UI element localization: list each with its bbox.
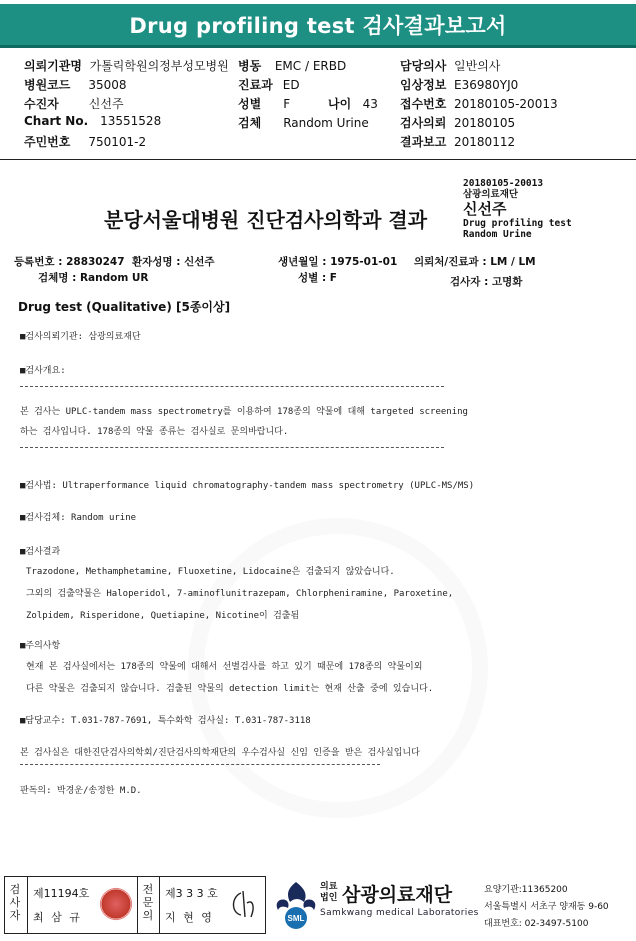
report-line: 판독의: 박경운/송정한 M.D. — [20, 786, 142, 796]
organization-name: 삼광의료재단 — [342, 884, 453, 906]
organization-english-name: Samkwang medical Laboratories — [320, 908, 479, 918]
page-title: Drug profiling test 검사결과보고서 — [129, 14, 507, 38]
header-info — [0, 52, 636, 160]
sml-logo-icon — [274, 880, 318, 930]
header-specimen: 검체 Random Urine — [238, 116, 369, 130]
specialist-label: 전문의 — [142, 883, 154, 922]
examiner-label: 검사자 — [9, 883, 21, 922]
report-line: 하는 검사입니다. 178종의 약물 종류는 검사실로 문의바랍니다. — [20, 427, 289, 437]
report-line: Zolpidem, Risperidone, Quetiapine, Nicotine이 검출됨 — [26, 611, 300, 621]
report-line: 다른 약물은 검출되지 않습니다. 검출된 약물의 detection limit는 현재 산출 중에 있습니다. — [26, 684, 434, 694]
organization-address: 서울특별시 서초구 양재동 9-60 — [484, 902, 609, 912]
org-type-2: 법인 — [320, 893, 338, 903]
report-line: ■검사법: Ultraperformance liquid chromatography-tandem mass spectrometry (UPLC-MS/MS) — [20, 481, 475, 491]
header-resident-no: 주민번호 750101-2 — [24, 135, 147, 149]
report-line: ■검사개요: — [20, 366, 66, 376]
header-clinical-info: 임상정보 E36980YJ0 — [400, 78, 519, 92]
divider — [20, 447, 444, 448]
footer — [0, 876, 636, 938]
report-line: ■담당교수: T.031-787-7691, 특수화학 검사실: T.031-787-3118 — [20, 716, 311, 726]
org-type-1: 의료 — [320, 882, 338, 892]
header-doctor: 담당의사 일반의사 — [400, 59, 501, 73]
report-line: 현재 본 검사실에서는 178종의 약물에 대해서 선별검사를 하고 있기 때문에 178종의 약물이외 — [26, 662, 423, 672]
header-ward: 병동 EMC / ERBD — [238, 59, 347, 73]
header-hospital-code: 병원코드 35008 — [24, 78, 127, 92]
report-line: ■검사의뢰기관: 삼광의료재단 — [20, 332, 141, 342]
divider — [20, 386, 444, 387]
patient-name: 환자성명 : 신선주 — [132, 256, 215, 268]
patient-sex: 성별 : F — [298, 272, 337, 284]
examiner-license: 제11194호 — [33, 887, 90, 900]
report-line: 그외의 검출약물은 Haloperidol, 7-aminoflunitrazepam, Chlorpheniramine, Paroxetine, — [26, 589, 454, 599]
header-age: 나이 43 — [328, 97, 378, 111]
report-line: ■주의사항 — [20, 641, 61, 651]
report-line: ■검사결과 — [20, 547, 61, 557]
sample-label: 20180105-20013 삼광의료재단 신선주 Drug profiling test Random Urine — [463, 178, 572, 240]
examiner-name: 최 삼 규 — [33, 911, 82, 924]
date-of-birth: 생년월일 : 1975-01-01 — [278, 256, 398, 268]
header-patient: 수진자 신선주 — [24, 97, 124, 111]
divider — [20, 764, 380, 765]
header-hospital: 의뢰기관명 가톨릭학원의정부성모병원 — [24, 59, 229, 73]
organization-code: 요양기관:11365200 — [484, 885, 568, 895]
title-bar — [0, 4, 636, 48]
scanned-report — [8, 168, 628, 872]
examiner: 검사자 : 고명화 — [450, 276, 523, 288]
referral-dept: 의뢰처/진료과 : LM / LM — [414, 256, 536, 268]
logo-text: SML — [287, 914, 305, 923]
specialist-name: 지 현 영 — [165, 911, 214, 924]
registration-number: 등록번호 : 28830247 — [14, 256, 125, 268]
signature — [227, 887, 261, 921]
header-accession: 접수번호 20180105-20013 — [400, 97, 558, 111]
specimen-name: 검체명 : Random UR — [38, 272, 149, 284]
report-line: 본 검사실은 대한진단검사의학회/진단검사의학재단의 우수검사실 신임 인증을 받은 검사실입니다 — [20, 748, 420, 758]
header-sex: 성별 F — [238, 97, 291, 111]
organization-phone: 대표번호: 02-3497-5100 — [484, 919, 589, 929]
examiner-seal — [99, 887, 133, 921]
header-chart-no: Chart No. 13551528 — [24, 114, 162, 128]
report-line: Trazodone, Methamphetamine, Fluoxetine, Lidocaine은 검출되지 않았습니다. — [26, 567, 395, 577]
report-title: 분당서울대병원 진단검사의학과 결과 — [104, 208, 428, 232]
header-dept: 진료과 ED — [238, 78, 300, 92]
signature-box — [4, 876, 266, 934]
header-request-date: 검사의뢰 20180105 — [400, 116, 516, 130]
specialist-license: 제3 3 3 호 — [165, 887, 218, 900]
header-report-date: 결과보고 20180112 — [400, 135, 516, 149]
report-line: 본 검사는 UPLC-tandem mass spectrometry를 이용하여 178종의 약물에 대해 targeted screening — [20, 407, 468, 417]
section-title: Drug test (Qualitative) [5종이상] — [18, 300, 231, 314]
report-line: ■검사검체: Random urine — [20, 513, 137, 523]
